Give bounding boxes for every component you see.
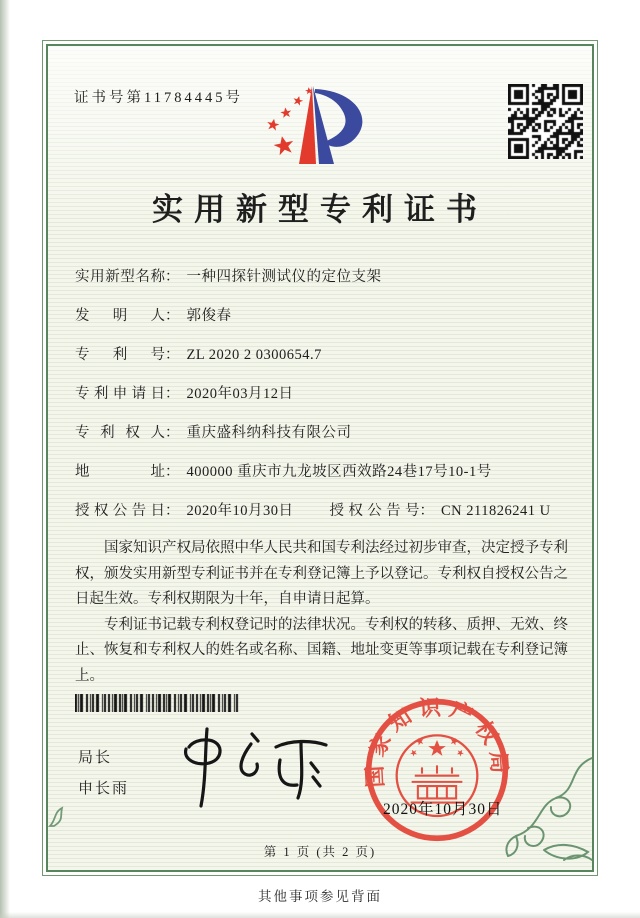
sprout-flourish-icon bbox=[46, 804, 72, 830]
field-label: 专利号 bbox=[75, 347, 165, 363]
scan-edge-bottom bbox=[0, 912, 640, 918]
scan-edge-left bbox=[0, 0, 10, 918]
commissioner-name: 申长雨 bbox=[78, 781, 130, 797]
qr-code bbox=[508, 84, 583, 159]
field-value: ZL 2020 2 0300654.7 bbox=[186, 347, 322, 363]
field-value: 400000 重庆市九龙坡区西效路24巷17号10-1号 bbox=[186, 464, 492, 480]
field-row-patent-no: 专利号： ZL 2020 2 0300654.7 bbox=[75, 343, 575, 382]
field-value: 重庆盛科纳科技有限公司 bbox=[186, 425, 352, 441]
field-row-name: 实用新型名称： 一种四探针测试仪的定位支架 bbox=[75, 265, 575, 304]
grant-date-label: 授权公告日 bbox=[75, 503, 165, 519]
field-row-grant: 授权公告日： 2020年10月30日 授权公告号： CN 211826241 U bbox=[75, 499, 575, 538]
grant-no-value: CN 211826241 U bbox=[441, 503, 551, 519]
page-number: 第 1 页 (共 2 页) bbox=[263, 845, 377, 859]
commissioner-role: 局长 bbox=[78, 750, 113, 766]
field-row-inventor: 发明人： 郭俊春 bbox=[75, 304, 575, 343]
official-seal bbox=[362, 695, 512, 845]
grant-no-label: 授权公告号 bbox=[329, 503, 420, 519]
grant-date-value: 2020年10月30日 bbox=[186, 503, 294, 519]
field-row-filing-date: 专利申请日： 2020年03月12日 bbox=[75, 382, 575, 421]
field-value: 2020年03月12日 bbox=[186, 386, 294, 402]
field-value: 一种四探针测试仪的定位支架 bbox=[186, 269, 382, 285]
barcode bbox=[75, 694, 240, 712]
certificate-number: 证书号第11784445号 bbox=[74, 90, 243, 106]
field-label: 实用新型名称 bbox=[75, 269, 165, 285]
legal-paragraph-1: 国家知识产权局依照中华人民共和国专利法经过初步审查，决定授予专利权，颁发实用新型专利证书并在专利登记簿上予以登记。专利权自授权公告之日起生效。专利权期限为十年，自申请日起算。 bbox=[75, 540, 568, 607]
field-value: 郭俊春 bbox=[186, 308, 232, 324]
cnipa-logo-icon bbox=[254, 82, 386, 176]
field-row-address: 地址： 400000 重庆市九龙坡区西效路24巷17号10-1号 bbox=[75, 460, 575, 499]
signoff-block bbox=[78, 743, 129, 805]
commissioner-signature bbox=[172, 724, 340, 812]
field-label: 专利申请日 bbox=[75, 386, 165, 402]
certificate-title: 实用新型专利证书 bbox=[152, 192, 488, 227]
field-label: 专利权人 bbox=[75, 425, 165, 441]
field-label: 地址 bbox=[75, 464, 165, 480]
legal-text bbox=[75, 536, 568, 689]
field-label: 发明人 bbox=[75, 308, 165, 324]
back-note: 其他事项参见背面 bbox=[258, 889, 382, 904]
seal-date: 2020年10月30日 bbox=[383, 801, 503, 818]
seal-text: 国家知识产权局 bbox=[362, 695, 512, 789]
legal-paragraph-2: 专利证书记载专利权登记时的法律状况。专利权的转移、质押、无效、终止、恢复和专利权人的姓名或名称、国籍、地址变更等事项记载在专利登记簿上。 bbox=[75, 616, 568, 684]
field-row-patentee: 专利权人： 重庆盛科纳科技有限公司 bbox=[75, 421, 575, 460]
field-list bbox=[75, 265, 575, 538]
